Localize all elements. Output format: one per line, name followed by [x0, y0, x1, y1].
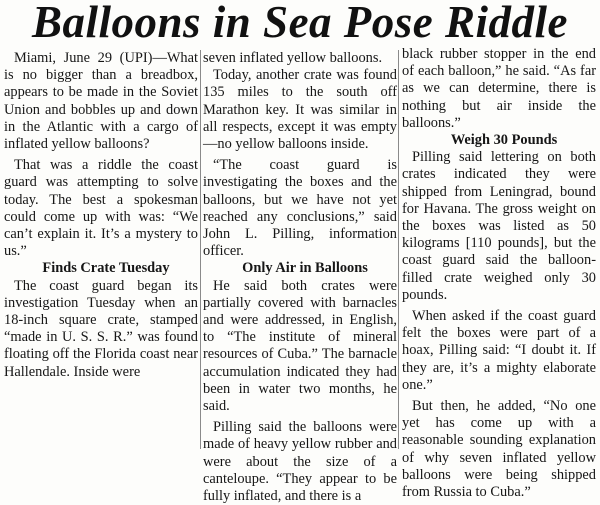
- paragraph: Pilling said the balloons were made of heavy yellow rubber and were about the size of a canteloupe. “They appear to be fully inflated, and there is a: [203, 419, 397, 505]
- paragraph: black rubber stopper in the end of each balloon,” he said. “As far as we can determine, there is nothing but air inside the balloons.”: [402, 46, 596, 131]
- column-divider: [200, 50, 201, 449]
- paragraph: The coast guard began its investigation Tuesday when an 18-inch square crate, stamped “made in U. S. S. R.” was found floating off the Florida coast near Hallendale. Inside were: [4, 277, 198, 380]
- column-divider: [398, 50, 399, 449]
- column-2: [203, 50, 397, 505]
- paragraph: That was a riddle the coast guard was attempting to solve today. The best a spokesman could come up with was: “We can’t explain it. It’s a mystery to us.”: [4, 157, 198, 260]
- paragraph: When asked if the coast guard felt the boxes were part of a hoax, Pilling said: “I doubt it. If they are, it’s a mighty elaborate one.”: [402, 308, 596, 393]
- headline: Balloons in Sea Pose Riddle: [31, 0, 569, 47]
- paragraph: Miami, June 29 (UPI)—What is no bigger than a breadbox, appears to be made in the Soviet Union and bobbles up and down in the Atlantic with a cargo of inflated yellow balloons?: [4, 50, 198, 153]
- paragraph: Today, another crate was found 135 miles to the south off Marathon key. It was similar in all respects, except it was empty—no yellow balloons inside.: [203, 67, 397, 153]
- subheading: Only Air in Balloons: [242, 260, 368, 277]
- paragraph: He said both crates were partially covered with barnacles and were addressed, in English, to “The institute of mineral resources of Cuba.” The barnacle accumulation indicated they had been in water two months, he said.: [203, 277, 397, 415]
- subheading: Weigh 30 Pounds: [450, 132, 558, 149]
- paragraph: seven inflated yellow balloons.: [203, 50, 383, 66]
- subheading: Finds Crate Tuesday: [42, 260, 170, 277]
- column-1: [4, 50, 198, 381]
- paragraph: Pilling said lettering on both crates indicated they were shipped from Leningrad, bound for Havana. The gross weight on the boxes was listed as 50 kilograms [110 pounds], but the coast guard said the balloon-filled crate weighed only 30 pounds.: [402, 149, 596, 303]
- paragraph: “The coast guard is investigating the boxes and the balloons, but we have not yet reached any conclusions,” said John L. Pilling, information officer.: [203, 157, 397, 260]
- paragraph: But then, he added, “No one yet has come up with a reasonable sounding explanation of why seven inflated yellow balloons were being shipped from Russia to Cuba.”: [402, 398, 596, 501]
- column-3: [402, 46, 596, 501]
